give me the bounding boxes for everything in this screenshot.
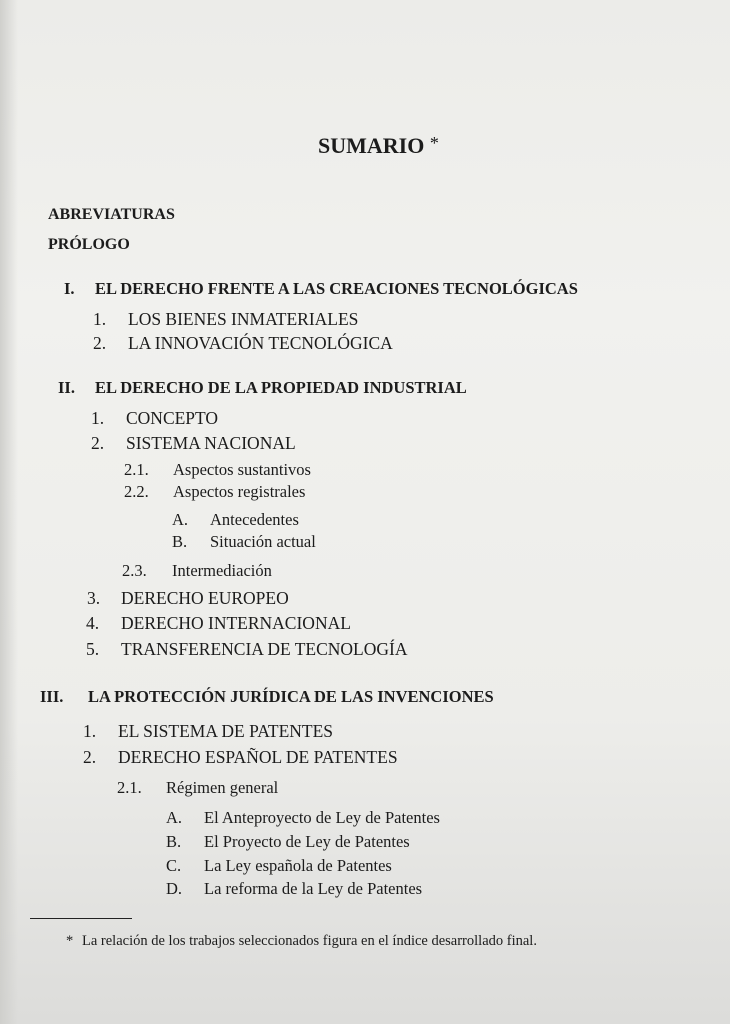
part-number: III. <box>40 687 64 706</box>
part-label: EL DERECHO DE LA PROPIEDAD INDUSTRIAL <box>95 378 467 397</box>
item-label: TRANSFERENCIA DE TECNOLOGÍA <box>121 639 408 659</box>
subsubitem-letter: D. <box>166 879 183 898</box>
list-item <box>83 723 333 741</box>
list-subsubitem <box>166 810 440 827</box>
part-2-heading <box>58 380 467 397</box>
list-subitem <box>124 484 305 501</box>
list-item <box>91 410 218 428</box>
subitem-number: 2.1. <box>117 778 142 797</box>
item-number: 1. <box>93 309 107 329</box>
subitem-label: Régimen general <box>166 778 279 797</box>
part-number: II. <box>58 378 75 397</box>
item-number: 3. <box>87 588 101 608</box>
item-label: DERECHO EUROPEO <box>121 588 289 608</box>
subsubitem-label: El Anteproyecto de Ley de Patentes <box>204 808 440 827</box>
list-subitem <box>117 780 278 797</box>
footnote-mark: * <box>66 933 74 949</box>
list-subsubitem <box>166 881 422 898</box>
list-subitem <box>122 563 272 580</box>
list-item <box>83 749 398 767</box>
list-item <box>86 641 408 659</box>
subsubitem-letter: B. <box>166 832 182 851</box>
front-prologo: PRÓLOGO <box>48 236 130 253</box>
item-number: 5. <box>86 639 100 659</box>
item-number: 1. <box>91 408 105 428</box>
subsubitem-letter: A. <box>172 510 189 529</box>
subsubitem-letter: C. <box>166 856 182 875</box>
list-item <box>86 615 351 633</box>
title-footnote-mark: * <box>429 133 439 153</box>
subitem-number: 2.1. <box>124 460 149 479</box>
item-label: LOS BIENES INMATERIALES <box>128 309 359 329</box>
item-label: SISTEMA NACIONAL <box>126 433 296 453</box>
list-item <box>93 311 358 329</box>
item-number: 4. <box>86 613 100 633</box>
page-gutter-shadow <box>0 0 18 1024</box>
item-label: LA INNOVACIÓN TECNOLÓGICA <box>128 333 393 353</box>
item-label: CONCEPTO <box>126 408 219 428</box>
item-number: 1. <box>83 721 97 741</box>
part-number: I. <box>64 279 75 298</box>
subitem-number: 2.3. <box>122 561 147 580</box>
list-subsubitem <box>172 512 299 529</box>
part-label: LA PROTECCIÓN JURÍDICA DE LAS INVENCIONES <box>88 687 494 706</box>
subsubitem-letter: B. <box>172 532 188 551</box>
item-number: 2. <box>91 433 105 453</box>
front-abreviaturas: ABREVIATURAS <box>48 206 175 223</box>
footnote-divider <box>30 918 132 919</box>
subitem-label: Intermediación <box>172 561 272 580</box>
list-item <box>91 435 296 453</box>
subsubitem-label: La Ley española de Patentes <box>204 856 392 875</box>
part-1-heading <box>64 281 578 298</box>
list-subsubitem <box>166 858 392 875</box>
item-label: DERECHO INTERNACIONAL <box>121 613 351 633</box>
subsubitem-letter: A. <box>166 808 183 827</box>
list-item <box>93 335 393 353</box>
footnote-text: La relación de los trabajos seleccionados figura en el índice desarrollado final. <box>82 933 537 949</box>
subitem-label: Aspectos registrales <box>173 482 306 501</box>
title-text: SUMARIO <box>318 133 425 158</box>
subsubitem-label: Situación actual <box>210 532 316 551</box>
item-label: DERECHO ESPAÑOL DE PATENTES <box>118 747 398 767</box>
subitem-number: 2.2. <box>124 482 149 501</box>
list-subitem <box>124 462 311 479</box>
subsubitem-label: Antecedentes <box>210 510 299 529</box>
subsubitem-label: La reforma de la Ley de Patentes <box>204 879 423 898</box>
footnote <box>66 934 537 949</box>
page-title <box>318 134 439 157</box>
subsubitem-label: El Proyecto de Ley de Patentes <box>204 832 410 851</box>
item-number: 2. <box>83 747 97 767</box>
item-number: 2. <box>93 333 107 353</box>
list-item <box>87 590 289 608</box>
item-label: EL SISTEMA DE PATENTES <box>118 721 334 741</box>
part-label: EL DERECHO FRENTE A LAS CREACIONES TECNOLÓGICAS <box>95 279 578 298</box>
subitem-label: Aspectos sustantivos <box>173 460 311 479</box>
list-subsubitem <box>166 834 410 851</box>
list-subsubitem <box>172 534 316 551</box>
part-3-heading <box>40 689 494 706</box>
